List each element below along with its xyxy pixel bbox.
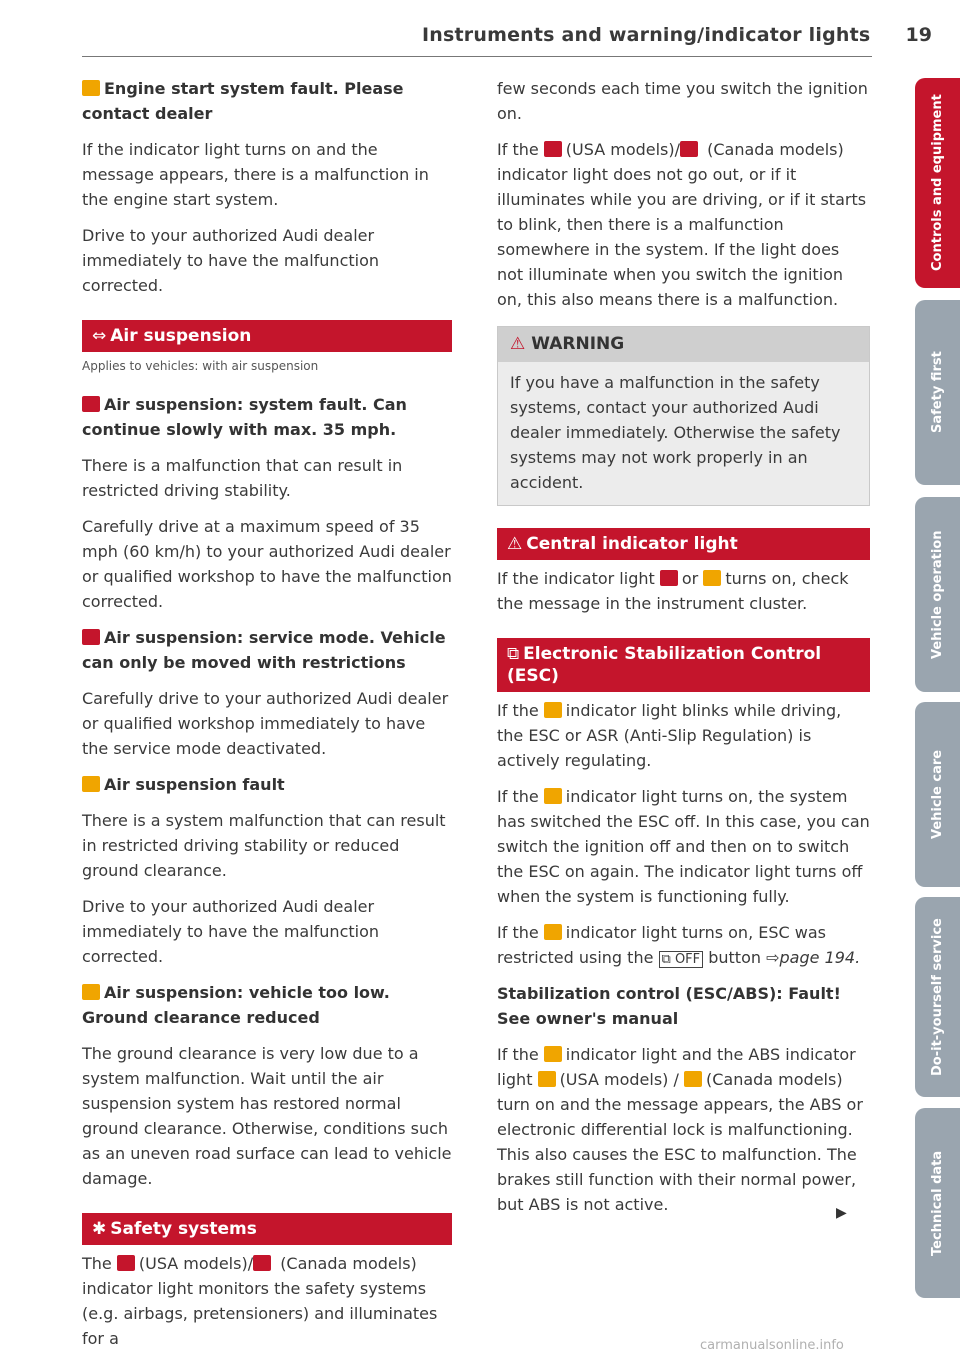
paragraph: Drive to your authorized Audi dealer immediately to have the malfunction corrected. — [82, 897, 380, 966]
air-suspension-icon: ⇔ — [92, 326, 107, 346]
section-bar-esc: ⧉ Electronic Stabilization Control (ESC) — [497, 638, 870, 692]
paragraph: If the indicator light turns on, the system has switched the ESC off. In this case, you can switch the ignition off and then on to switch the ESC on again. The indicator light turns off when the system is functioning fully. — [497, 787, 870, 906]
engine-start-heading: Engine start system fault. Please contact dealer — [82, 79, 404, 123]
section-bar-central-indicator: ⚠ Central indicator light — [497, 528, 870, 560]
paragraph: Carefully drive at a maximum speed of 35 mph (60 km/h) to your authorized Audi dealer or qualified workshop to have the malfunction corrected. — [82, 517, 452, 611]
central-yellow-icon — [703, 570, 721, 586]
paragraph: If the indicator light or turns on, check the message in the instrument cluster. — [497, 569, 849, 613]
section-bar-air-suspension: ⇔ Air suspension — [82, 320, 452, 352]
continue-arrow-icon: ▶ — [836, 1205, 847, 1221]
chapter-title: Instruments and warning/indicator lights — [422, 24, 871, 46]
air-suspension-fault-heading: Air suspension: system fault. Can continue slowly with max. 35 mph. — [82, 395, 407, 439]
sidebar-tab-vehicle-care[interactable]: Vehicle care — [915, 702, 960, 887]
paragraph: If the indicator light turns on and the message appears, there is a malfunction in the engine start system. — [82, 140, 429, 209]
air-suspension-red-icon — [82, 396, 100, 412]
esc-off-key: ⧉ OFF — [659, 951, 704, 968]
watermark: carmanualsonline.info — [700, 1338, 844, 1353]
paragraph: Drive to your authorized Audi dealer immediately to have the malfunction corrected. — [82, 226, 380, 295]
esc-indicator-icon — [544, 1046, 562, 1062]
warning-triangle-icon: ⚠ — [507, 534, 523, 554]
left-column — [82, 76, 452, 1362]
air-suspension-service-heading: Air suspension: service mode. Vehicle can only be moved with restrictions — [82, 628, 446, 672]
warning-box — [497, 326, 870, 506]
paragraph: If the indicator light blinks while driving, the ESC or ASR (Anti-Slip Regulation) is actively regulating. — [497, 701, 842, 770]
esc-abs-heading: Stabilization control (ESC/ABS): Fault! See owner's manual — [497, 984, 841, 1028]
paragraph: If the indicator light and the ABS indicator light (USA models) / (Canada models) turn on and the message appears, the ABS or electronic differential lock is malfunctioning. This also causes the ESC to malfunction. The brakes still function with their normal power, but ABS is not active. — [497, 1045, 863, 1214]
esc-indicator-icon — [544, 788, 562, 804]
page-reference[interactable]: page 194. — [779, 948, 861, 967]
paragraph: There is a system malfunction that can result in restricted driving stability or reduced ground clearance. — [82, 811, 446, 880]
paragraph: Carefully drive to your authorized Audi dealer or qualified workshop immediately to have the service mode deactivated. — [82, 689, 449, 758]
esc-key-icon: ⧉ — [661, 952, 671, 967]
air-suspension-low-heading: Air suspension: vehicle too low. Ground clearance reduced — [82, 983, 390, 1027]
chapter-sidebar — [915, 0, 960, 1361]
seatbelt-indicator-icon — [680, 141, 698, 157]
engine-start-indicator-icon — [82, 80, 100, 96]
sidebar-tab-safety-first[interactable]: Safety first — [915, 300, 960, 485]
sidebar-tab-vehicle-operation[interactable]: Vehicle operation — [915, 497, 960, 692]
air-suspension-fault-yellow-heading: Air suspension fault — [82, 772, 452, 797]
paragraph: If the indicator light turns on, ESC was restricted using the ⧉ OFF button ⇨page 194. — [497, 923, 861, 967]
esc-off-indicator-icon — [544, 924, 562, 940]
airbag-indicator-icon — [544, 141, 562, 157]
page-header — [82, 22, 932, 52]
page-number: 19 — [905, 24, 932, 46]
airbag-indicator-icon — [117, 1255, 135, 1271]
applies-note: Applies to vehicles: with air suspension — [82, 359, 319, 373]
header-rule — [82, 56, 872, 57]
paragraph: If the (USA models)/ (Canada models) indicator light does not go out, or if it illuminates while you are driving, or if it starts to blink, then there is a malfunction somewhere in the system. If the light does not illuminate when you switch the ignition on, this also means there is a malfunction. — [497, 140, 867, 309]
paragraph: The ground clearance is very low due to a system malfunction. Wait until the air suspension system has restored normal ground clearance. Otherwise, conditions such as an uneven road surface can lead to vehicle damage. — [82, 1044, 452, 1188]
sidebar-tab-do-it-yourself-service[interactable]: Do-it-yourself service — [915, 897, 960, 1097]
paragraph: There is a malfunction that can result in restricted driving stability. — [82, 456, 403, 500]
section-bar-safety-systems: ✱ Safety systems — [82, 1213, 452, 1245]
abs-indicator-icon — [538, 1071, 556, 1087]
seatbelt-indicator-icon — [253, 1255, 271, 1271]
warning-body: If you have a malfunction in the safety systems, contact your authorized Audi dealer immediately. Otherwise the safety systems may not work properly in an accident. — [498, 362, 869, 505]
airbag-icon: ✱ — [92, 1219, 107, 1239]
arrow-right-icon: ⇨ — [766, 948, 780, 967]
esc-icon: ⧉ — [507, 644, 520, 664]
esc-indicator-icon — [544, 702, 562, 718]
abs-canada-indicator-icon — [684, 1071, 702, 1087]
central-red-icon — [660, 570, 678, 586]
sidebar-tab-technical-data[interactable]: Technical data — [915, 1108, 960, 1298]
right-column — [497, 76, 870, 1228]
sidebar-tab-controls-and-equipment[interactable]: Controls and equipment — [915, 78, 960, 288]
paragraph: few seconds each time you switch the ignition on. — [497, 79, 868, 123]
air-suspension-yellow-icon — [82, 776, 100, 792]
warning-triangle-icon: ⚠ — [510, 334, 526, 354]
warning-header: ⚠ WARNING — [498, 327, 869, 362]
air-suspension-red-icon — [82, 629, 100, 645]
air-suspension-yellow-icon — [82, 984, 100, 1000]
paragraph: The (USA models)/ (Canada models) indicator light monitors the safety systems (e.g. airbags, pretensioners) and illuminates for a — [82, 1254, 438, 1348]
